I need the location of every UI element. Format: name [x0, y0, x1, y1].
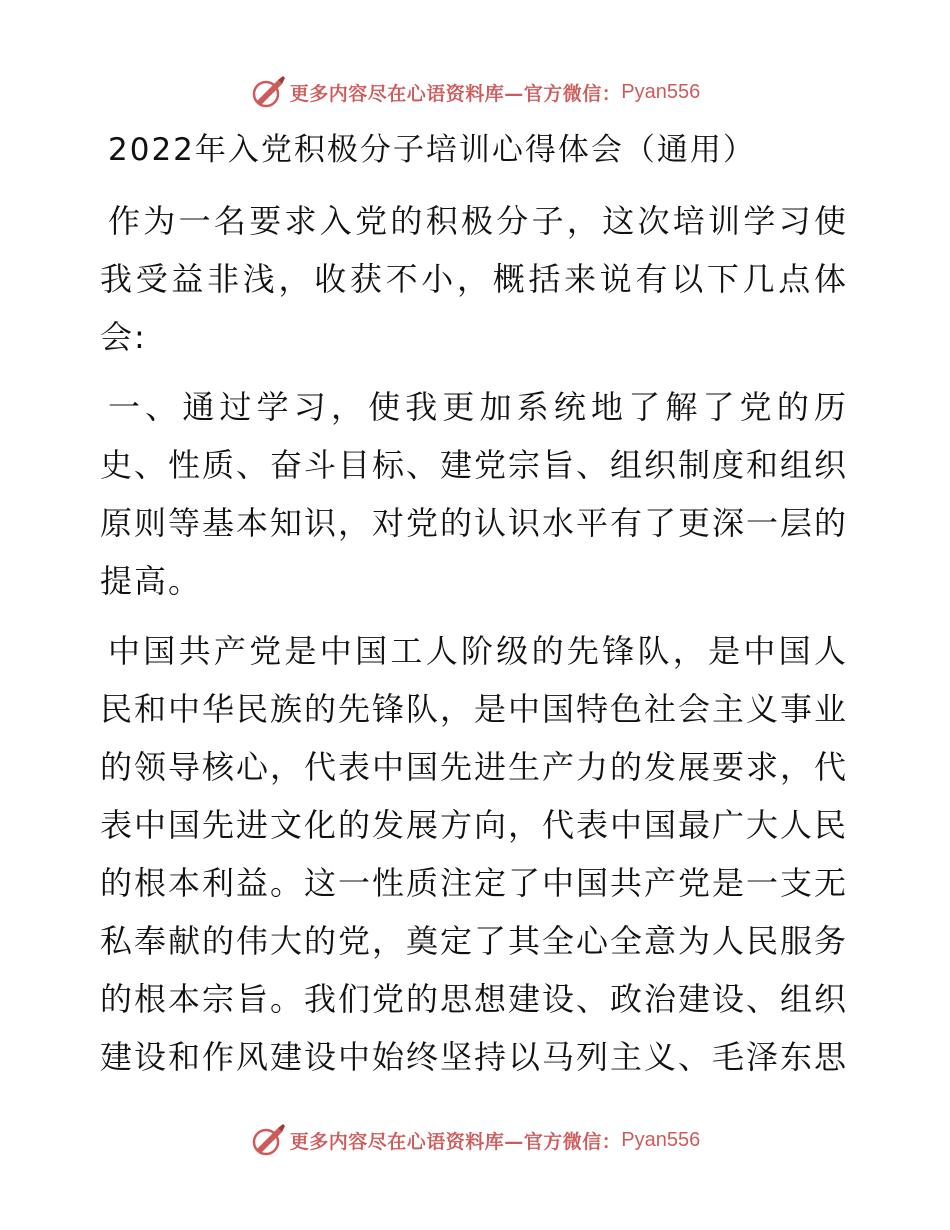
- footer-banner: [0, 1118, 950, 1162]
- footer-banner-text: 更多内容尽在心语资料库—官方微信：: [289, 1130, 622, 1153]
- header-banner-text: 更多内容尽在心语资料库—官方微信：: [289, 82, 622, 105]
- paragraph-intro: 作为一名要求入党的积极分子，这次培训学习使我受益非浅，收获不小，概括来说有以下几点体会:: [100, 202, 848, 356]
- footer-banner-id: Pyan556: [621, 1128, 701, 1151]
- paragraph-party-nature: 中国共产党是中国工人阶级的先锋队，是中国人民和中华民族的先锋队，是中国特色社会主义事业的领导核心，代表中国先进生产力的发展要求，代表中国先进文化的发展方向，代表中国最广大人民的根本利益。这一性质注定了中国共产党是一支无私奉献的伟大的党，奠定了其全心全意为人民服务的根本宗旨。我们党的思想建设、政治建设、组织建设和作风建设中始终坚持以马列主义、毛泽东思: [100, 632, 849, 1076]
- document-title: 2022年入党积极分子培训心得体会（通用）: [108, 132, 756, 168]
- pen-logo-icon: [250, 74, 286, 110]
- header-banner-id: Pyan556: [621, 80, 701, 103]
- pen-logo-icon: [250, 1122, 286, 1158]
- header-banner: [0, 70, 950, 114]
- document-body: [100, 192, 848, 1098]
- paragraph-point-one: 一、通过学习，使我更加系统地了解了党的历史、性质、奋斗目标、建党宗旨、组织制度和组织原则等基本知识，对党的认识水平有了更深一层的提高。: [100, 388, 849, 600]
